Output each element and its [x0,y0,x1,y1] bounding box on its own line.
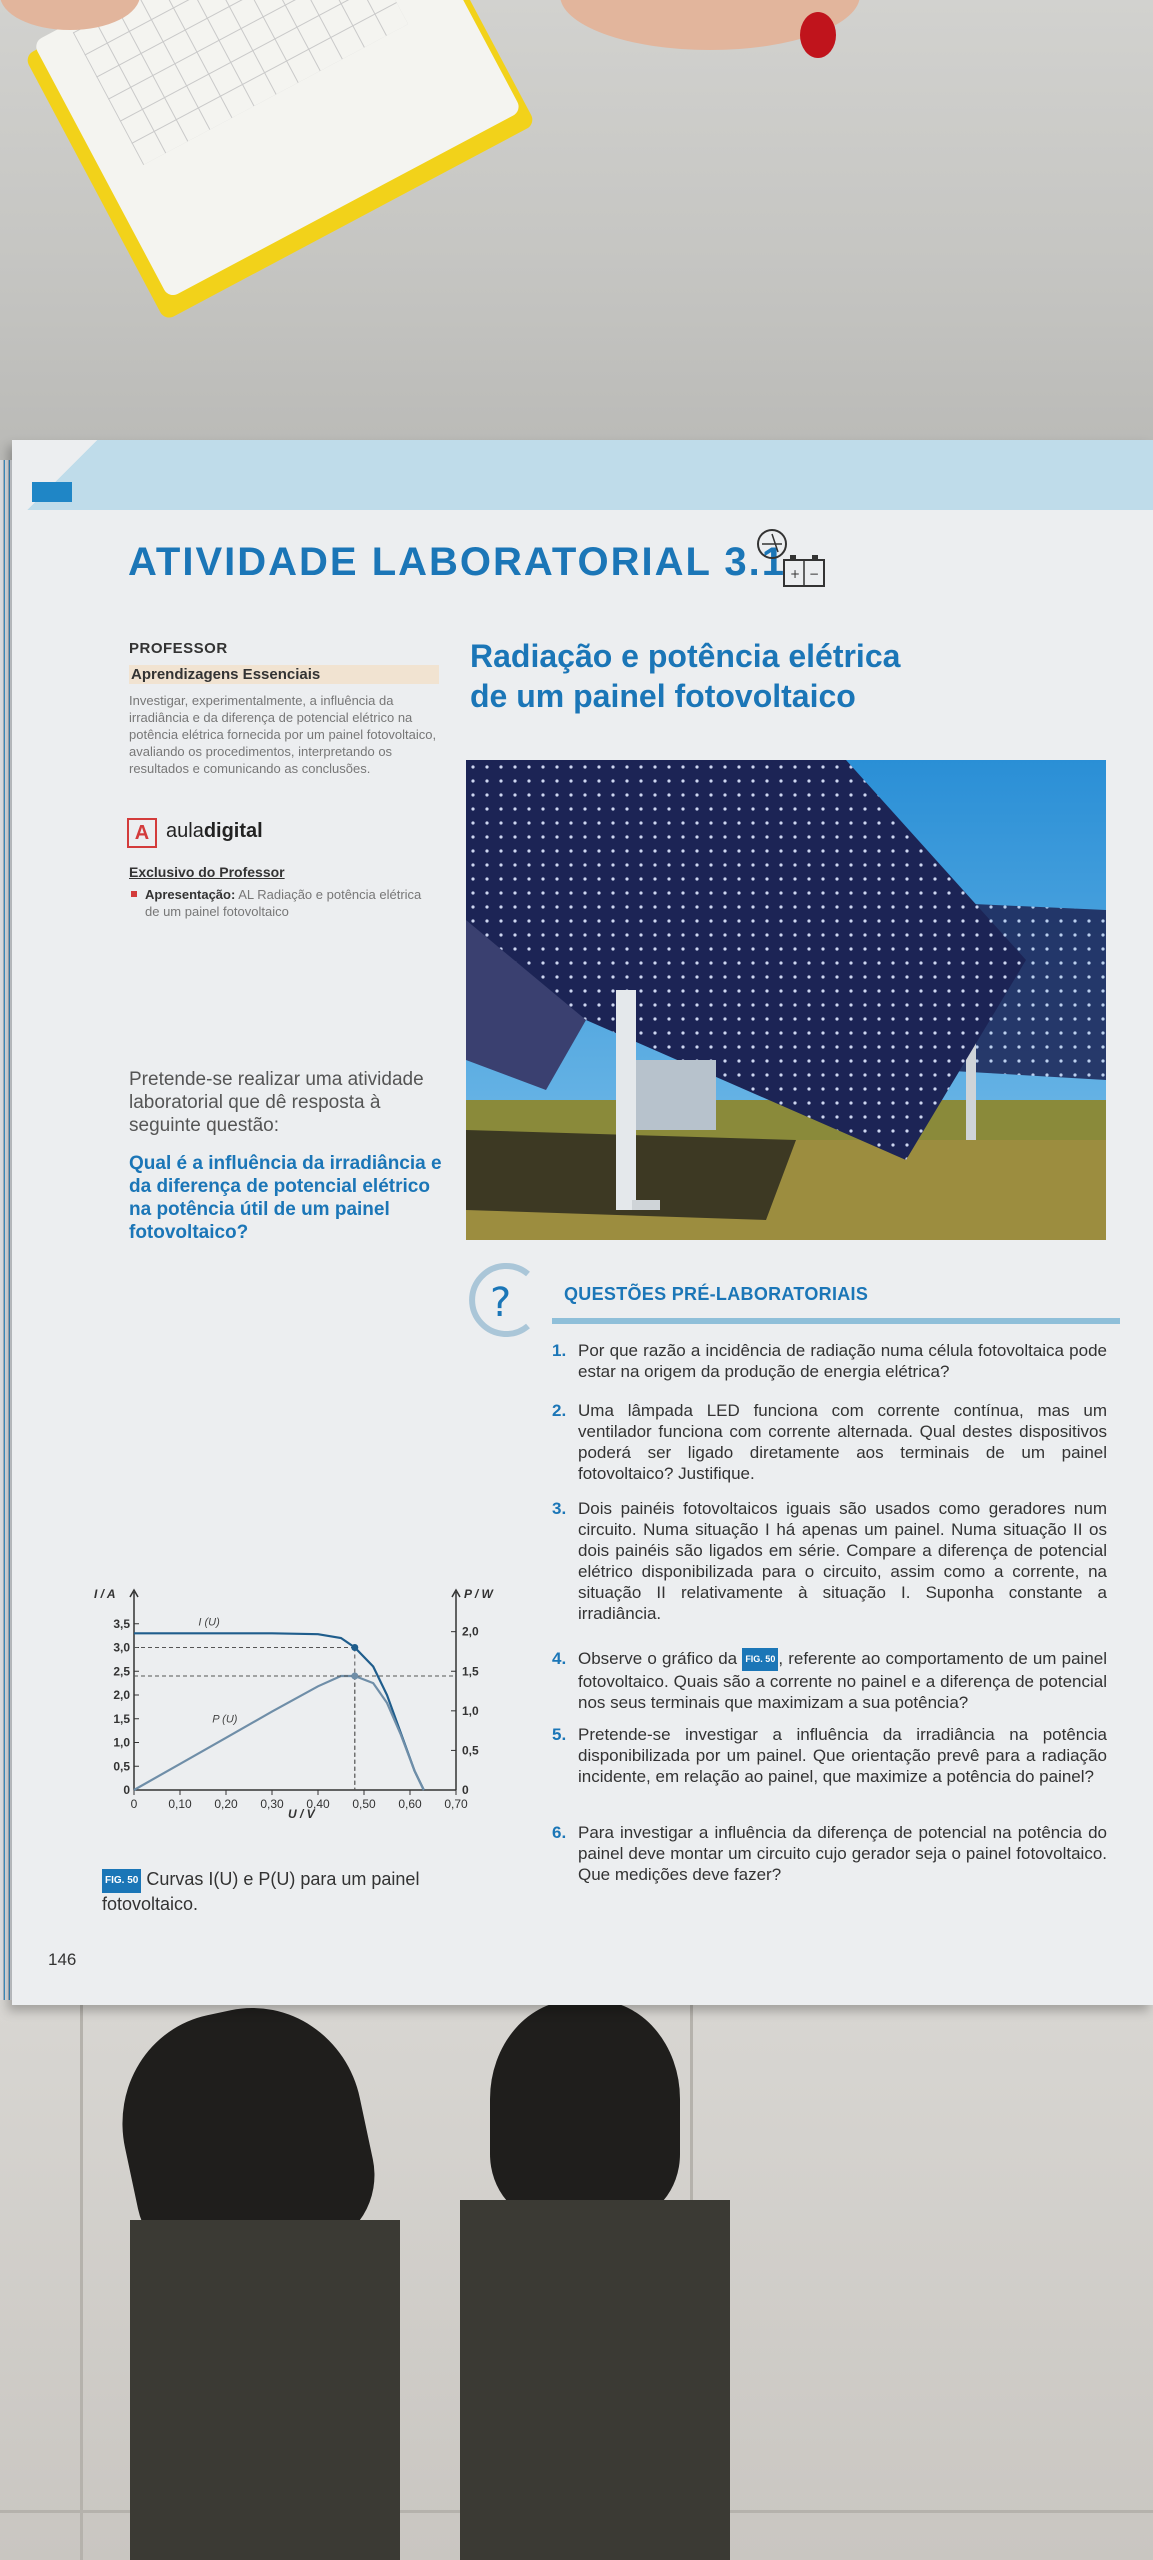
x-axis-label: U / V [288,1807,315,1820]
presentation-label: Apresentação: [145,887,236,902]
tile-joint [80,2000,83,2560]
page-title: ATIVIDADE LABORATORIAL 3.1 [128,540,786,584]
x-tick-label: 0,70 [444,1797,468,1811]
list-item [552,1724,1107,1787]
question-text: Por que razão a incidência de radiação numa célula fotovoltaica pode estar na origem da produção de energia elétrica? [578,1341,1107,1381]
caption-text: Curvas I(U) e P(U) para um painel fotovoltaico. [102,1869,420,1914]
aula-digital-label [166,820,263,843]
shoe-right [490,2000,680,2220]
trouser-leg-right [460,2200,730,2560]
question-text: Dois painéis fotovoltaicos iguais são usados como geradores num circuito. Numa situação I há apenas um painel. Numa situação II os dois painéis são ligados em série. Compare a diferença de potencial elétrico disponibilizada para o circuito, assim como a corrente, na situação II relativamente à situação I. Suponha constante a irradiância. [578,1499,1107,1623]
chart-ticks [113,1617,479,1811]
y-left-tick-label: 3,5 [113,1616,130,1631]
y-left-tick-label: 0 [123,1783,130,1797]
presentation-text: AL Radiação e potência elétrica de um painel fotovoltaico [145,887,422,919]
y-right-tick-label: 2,0 [462,1624,479,1639]
list-item [552,1400,1107,1484]
solar-battery-icon [754,526,834,596]
series-label: I (U) [198,1616,220,1629]
max-power-point [351,1673,358,1680]
x-tick-label: 0,30 [260,1797,284,1811]
aula-suffix: digital [203,820,263,842]
question-number: 3. [552,1499,567,1518]
x-tick-label: 0 [130,1797,138,1811]
question-mark-icon [468,1260,538,1340]
floor-background [0,2000,1153,2560]
series-label: P (U) [212,1713,238,1726]
solar-panels-photo [466,760,1106,1240]
y-right-tick-label: 0,5 [462,1743,479,1758]
svg-text:?: ? [490,1280,512,1326]
prelab-divider [552,1318,1120,1324]
x-tick-label: 0,20 [214,1797,238,1811]
research-question: Qual é a influência da irradiância e da diferença de potencial elétrico na potência útil de um painel fotovoltaico? [129,1153,442,1243]
question-text [552,1648,1107,1713]
aula-digital-logo-icon: A [127,818,157,848]
question-number: 2. [552,1401,567,1420]
series-line-power [134,1676,424,1790]
x-tick-label: 0,50 [352,1797,376,1811]
question-text-before: Observe o gráfico da [578,1649,743,1668]
chart-series [134,1616,456,1790]
page-top-band [12,440,1153,510]
y-left-tick-label: 1,0 [113,1735,130,1750]
list-item [552,1340,1107,1382]
question-number: 5. [552,1725,567,1744]
list-item [552,1498,1107,1624]
activity-subtitle [470,636,1030,716]
y-axis-label-right: P / W [464,1587,493,1601]
x-tick-label: 0,60 [398,1797,422,1811]
subtitle-line-1: Radiação e potência elétrica [470,638,901,674]
y-left-tick-label: 2,5 [113,1664,130,1679]
x-tick-label: 0,10 [168,1797,192,1811]
x-tick-label: 0,40 [306,1797,330,1811]
y-right-tick-label: 1,5 [462,1664,479,1679]
y-right-tick-label: 1,0 [462,1703,479,1718]
sidebar-heading: PROFESSOR [129,640,228,657]
prelab-title: QUESTÕES PRÉ-LABORATORIAIS [564,1284,869,1304]
question-text-after: , referente ao comportamento de um painel fotovoltaico. Quais são a corrente no painel e a diferença de potencial nos seus terminais que maximizam a sua potência? [578,1649,1108,1712]
figure-tag: FIG. 50 [102,1869,141,1893]
card-grid [73,0,408,165]
exclusive-label[interactable]: Exclusivo do Professor [129,864,285,880]
question-number: 1. [552,1341,567,1360]
question-text: Pretende-se investigar a influência da irradiância na potência disponibilizada por um painel. Que orientação prevê para a radiação incidente, em relação ao painel, que maximize a potência do painel? [578,1725,1107,1786]
y-right-tick-label: 0 [462,1783,469,1797]
presentation-item[interactable] [129,886,439,920]
aula-prefix: aula [166,820,204,842]
question-text: Para investigar a influência da diferença de potencial na potência do painel deve montar um circuito cujo gerador seja o painel fotovoltaico. Que medições deve fazer? [578,1823,1107,1884]
svg-text:+: + [790,567,801,581]
y-left-tick-label: 2,0 [113,1688,130,1702]
sidebar-body: Investigar, experimentalmente, a influência da irradiância e da diferença de potencial elétrico na potência elétrica fornecida por um painel fotovoltaico, avaliando os procedimentos, interpretando os resultados e comunicando as conclusões. [129,693,437,776]
iu-pu-chart [92,1580,512,1820]
svg-text:−: − [809,567,820,581]
y-axis-label-left: I / A [94,1587,116,1601]
y-left-tick-label: 3,0 [113,1640,130,1655]
question-number: 6. [552,1823,567,1842]
sidebar-subheading: Aprendizagens Essenciais [129,665,439,684]
question-text: Uma lâmpada LED funciona com corrente contínua, mas um ventilador funciona com corrente alternada. Qual destes dispositivos poderá ser ligado diretamente aos terminais de um painel fotovoltaico? Justifique. [578,1401,1107,1483]
book-page [12,440,1153,2005]
page-number: 146 [48,1950,77,1969]
y-left-tick-label: 1,5 [113,1711,130,1726]
fingernail [800,12,836,58]
figure-reference[interactable]: FIG. 50 [742,1648,778,1671]
max-power-point [351,1644,358,1651]
question-number: 4. [552,1649,567,1668]
figure-caption [102,1868,482,1915]
trouser-leg-left [130,2220,400,2560]
intro-text: Pretende-se realizar uma atividade laboratorial que dê resposta à seguinte questão: [129,1069,424,1136]
list-item [552,1648,1107,1713]
chapter-tab [32,482,72,502]
list-item [552,1822,1107,1885]
y-left-tick-label: 0,5 [113,1759,130,1774]
subtitle-line-2: de um painel fotovoltaico [470,678,856,714]
